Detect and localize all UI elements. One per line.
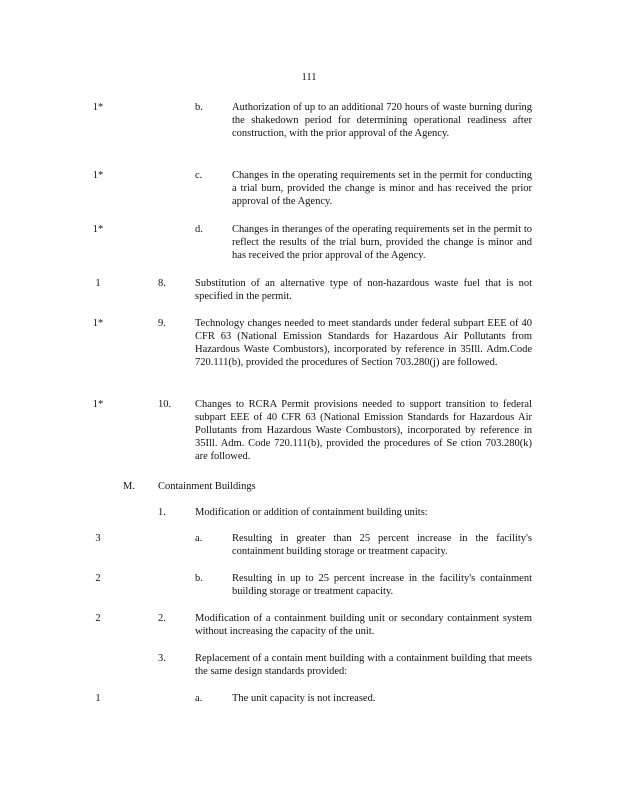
item-label: c. [195,170,203,181]
item-text: Substitution of an alternative type of non-hazardous waste fuel that is not specified in the permit. [195,278,532,302]
item-text: Technology changes needed to meet standards under federal subpart EEE of 40 CFR 63 (National Emission Standards for Hazardous Air Pollutants from Hazardous Waste Combustors), incorporated by reference in 35Ill. Adm.Code 720.111(b), provided the procedures of Section 703.280(j) are followed. [195,318,532,368]
change-class: 1* [92,102,104,113]
item-text: Changes in theranges of the operating requirements set in the permit to reflect the results of the trial burn, provided the change is minor and has received the prior approval of the Agency. [232,224,532,261]
item-label: 8. [158,278,166,289]
item-label: 2. [158,613,166,624]
item-label: 10. [158,399,172,410]
change-class: 1* [92,170,104,181]
item-text: Resulting in greater than 25 percent increase in the facility's containment building storage or treatment capacity. [232,533,532,557]
item-text: Modification of a containment building unit or secondary containment system without increasing the capacity of the unit. [195,613,532,637]
item-text: Replacement of a contain ment building with a containment building that meets the same design standards provided: [195,653,532,677]
item-label: b. [195,102,203,113]
change-class: 1 [95,278,101,289]
item-label: a. [195,533,203,544]
change-class: 1* [92,399,104,410]
change-class: 1 [95,693,101,704]
item-label: d. [195,224,203,235]
change-class: 1* [92,224,104,235]
change-class: 1* [92,318,104,329]
item-label: 3. [158,653,166,664]
change-class: 2 [95,573,101,584]
item-text: Changes in the operating requirements set in the permit for conducting a trial burn, provided the change is minor and has received the prior approval of the Agency. [232,170,532,207]
item-text: Authorization of up to an additional 720 hours of waste burning during the shakedown period for determining operational readiness after construction, with the prior approval of the Agency. [232,102,532,139]
item-label: a. [195,693,203,704]
item-text: Modification or addition of containment building units: [195,507,428,518]
item-label: 9. [158,318,166,329]
item-label: 1. [158,507,166,518]
page-number: 111 [301,72,317,83]
item-label: M. [123,481,135,492]
item-text: Containment Buildings [158,481,256,492]
change-class: 2 [95,613,101,624]
item-label: b. [195,573,203,584]
item-text: Resulting in up to 25 percent increase in the facility's containment building storage or treatment capacity. [232,573,532,597]
change-class: 3 [95,533,101,544]
item-text: The unit capacity is not increased. [232,693,376,704]
item-text: Changes to RCRA Permit provisions needed to support transition to federal subpart EEE of 40 CFR 63 (National Emission Standards for Hazardous Air Pollutants from Hazardous Waste Combustors), incorporated by reference in 35Ill. Adm. Code 720.111(b), provided the procedures of Se ction 703.280(k) are followed. [195,399,532,462]
